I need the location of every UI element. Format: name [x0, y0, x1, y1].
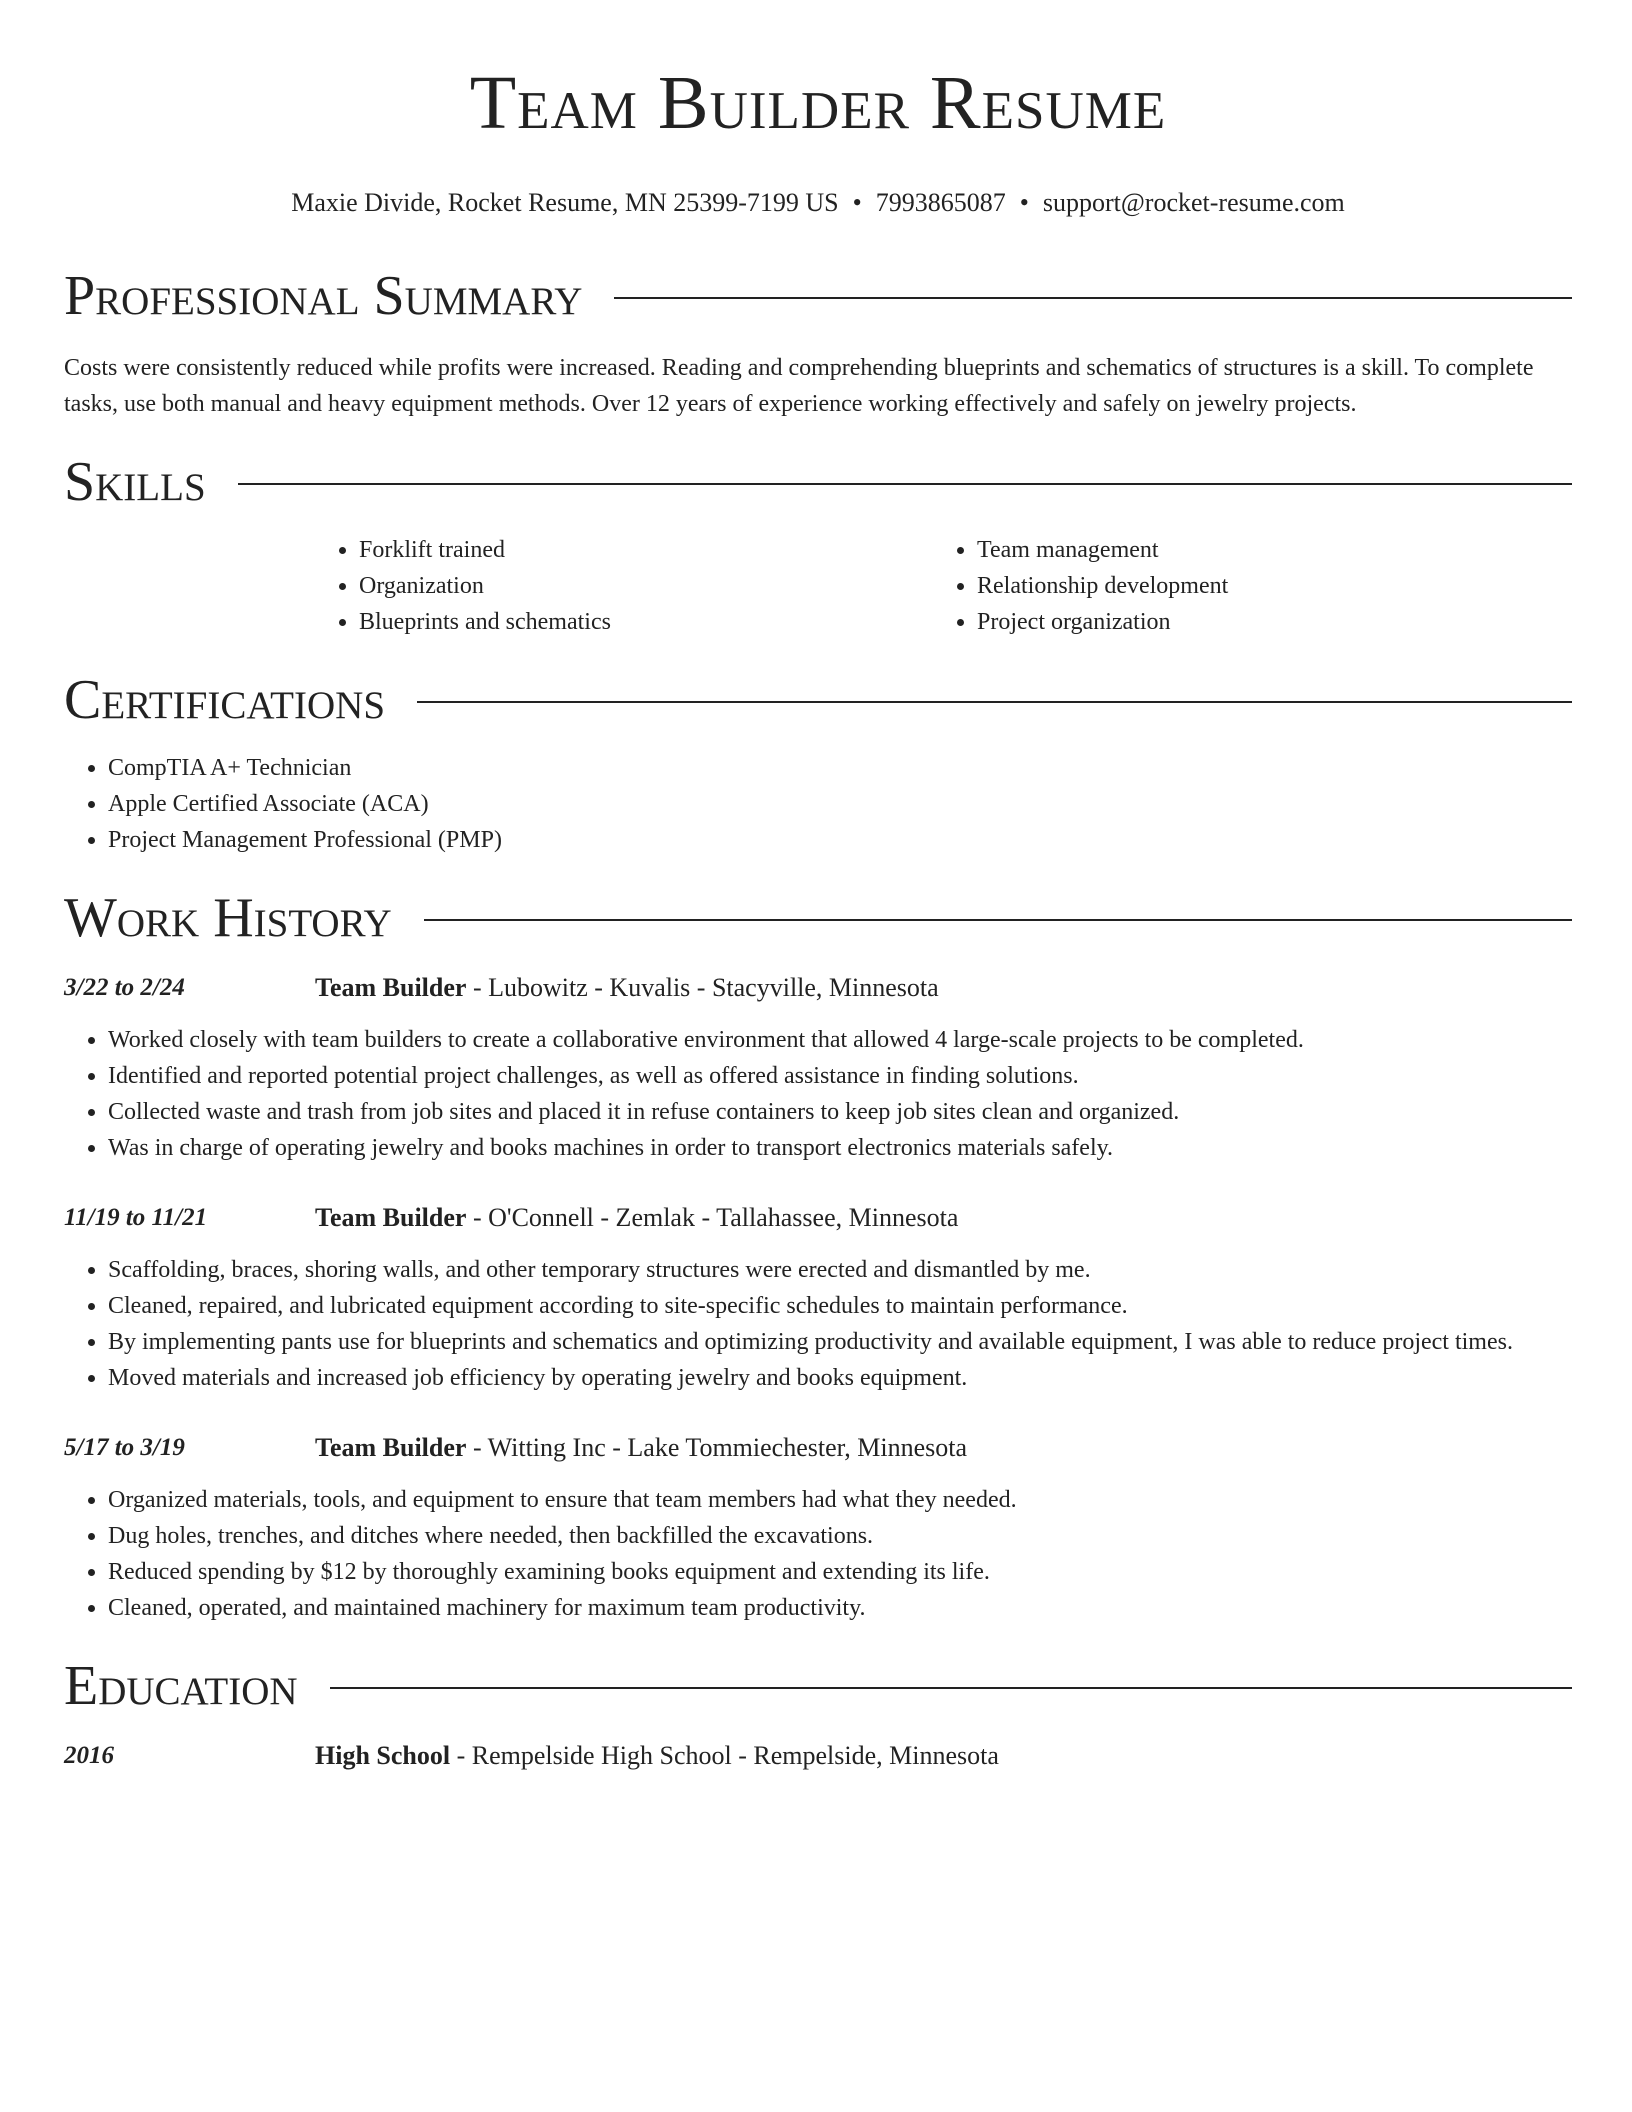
job-entry [64, 1430, 1572, 1626]
resume-page [64, 0, 1572, 1774]
job-bullets [64, 1022, 1572, 1166]
job-bullet: • Moved materials and increased job efficiency by operating jewelry and books equipment. [108, 1360, 1572, 1396]
job-dates: 11/19 to 11/21 [64, 1204, 208, 1231]
job-title-line [315, 1430, 967, 1466]
skills-grid [315, 532, 1572, 640]
job-header [64, 970, 1572, 1006]
job-entry [64, 970, 1572, 1166]
job-bullet: • Reduced spending by $12 by thoroughly examining books equipment and extending its life. [108, 1554, 1572, 1590]
certifications-list [64, 750, 1572, 858]
job-employer: - Lubowitz - Kuvalis - Stacyville, Minnesota [466, 973, 939, 1002]
contact-phone: 7993865087 [875, 188, 1006, 217]
section-divider [238, 483, 1572, 485]
education-degree: High School [315, 1741, 451, 1770]
skill-item: • Blueprints and schematics [359, 604, 933, 640]
job-role: Team Builder [315, 973, 467, 1002]
job-dates: 5/17 to 3/19 [64, 1434, 185, 1461]
job-header [64, 1430, 1572, 1466]
work-history-section [64, 886, 1572, 1626]
skill-item: • Project organization [977, 604, 1551, 640]
job-bullets [64, 1482, 1572, 1626]
contact-line [64, 186, 1572, 220]
skills-list-right [933, 532, 1551, 640]
job-bullet: • By implementing pants use for blueprints and schematics and optimizing productivity and available equipment, I was able to reduce project times. [108, 1324, 1572, 1360]
resume-title: Team Builder Resume [469, 61, 1167, 145]
work-history-heading: Work History [64, 887, 392, 949]
job-entry [64, 1200, 1572, 1396]
job-bullet: • Dug holes, trenches, and ditches where needed, then backfilled the excavations. [108, 1518, 1572, 1554]
job-bullet: • Collected waste and trash from job sites and placed it in refuse containers to keep job sites clean and organized. [108, 1094, 1572, 1130]
job-role: Team Builder [315, 1203, 467, 1232]
education-heading: Education [64, 1655, 298, 1717]
job-bullet: • Cleaned, operated, and maintained machinery for maximum team productivity. [108, 1590, 1572, 1626]
job-dates: 3/22 to 2/24 [64, 974, 185, 1001]
job-bullet: • Identified and reported potential project challenges, as well as offered assistance in finding solutions. [108, 1058, 1572, 1094]
contact-separator: • [852, 188, 862, 217]
education-title-line [315, 1738, 999, 1774]
certification-item: • Project Management Professional (PMP) [108, 822, 1572, 858]
contact-email: support@rocket-resume.com [1042, 188, 1345, 217]
certifications-section [64, 668, 1572, 858]
job-bullet: • Organized materials, tools, and equipment to ensure that team members had what they needed. [108, 1482, 1572, 1518]
certification-item: • CompTIA A+ Technician [108, 750, 1572, 786]
certifications-heading: Certifications [64, 669, 386, 731]
contact-address: Maxie Divide, Rocket Resume, MN 25399-7199 US [291, 188, 839, 217]
job-bullet: • Worked closely with team builders to create a collaborative environment that allowed 4 large-scale projects to be completed. [108, 1022, 1572, 1058]
summary-section [64, 264, 1572, 422]
skills-heading: Skills [64, 451, 206, 513]
job-title-line [315, 970, 939, 1006]
skill-item: • Forklift trained [359, 532, 933, 568]
section-divider [424, 919, 1572, 921]
section-divider [614, 297, 1572, 299]
skills-list-left [315, 532, 933, 640]
work-history-header [64, 886, 1572, 950]
certifications-header [64, 668, 1572, 732]
summary-heading: Professional Summary [64, 265, 583, 327]
summary-header [64, 264, 1572, 328]
job-bullet: • Was in charge of operating jewelry and books machines in order to transport electronics materials safely. [108, 1130, 1572, 1166]
section-divider [417, 701, 1572, 703]
contact-separator: • [1019, 188, 1029, 217]
skills-column-right [933, 532, 1551, 640]
certification-item: • Apple Certified Associate (ACA) [108, 786, 1572, 822]
education-section [64, 1654, 1572, 1774]
education-entry [64, 1738, 1572, 1774]
job-title-line [315, 1200, 958, 1236]
job-employer: - Witting Inc - Lake Tommiechester, Minnesota [466, 1433, 968, 1462]
education-year: 2016 [64, 1742, 114, 1769]
job-bullets [64, 1252, 1572, 1396]
skills-column-left [315, 532, 933, 640]
job-employer: - O'Connell - Zemlak - Tallahassee, Minnesota [466, 1203, 959, 1232]
education-header [64, 1654, 1572, 1718]
skills-section [64, 450, 1572, 640]
job-role: Team Builder [315, 1433, 467, 1462]
skill-item: • Organization [359, 568, 933, 604]
skills-header [64, 450, 1572, 514]
skill-item: • Relationship development [977, 568, 1551, 604]
section-divider [330, 1687, 1572, 1689]
job-bullet: • Cleaned, repaired, and lubricated equipment according to site-specific schedules to maintain performance. [108, 1288, 1572, 1324]
job-bullet: • Scaffolding, braces, shoring walls, and other temporary structures were erected and dismantled by me. [108, 1252, 1572, 1288]
summary-text: Costs were consistently reduced while profits were increased. Reading and comprehending blueprints and schematics of structures is a skill. To complete tasks, use both manual and heavy equipment methods. Over 12 years of experience working effectively and safely on jewelry projects. [64, 355, 1534, 417]
education-school: - Rempelside High School - Rempelside, Minnesota [450, 1741, 999, 1770]
skill-item: • Team management [977, 532, 1551, 568]
job-header [64, 1200, 1572, 1236]
